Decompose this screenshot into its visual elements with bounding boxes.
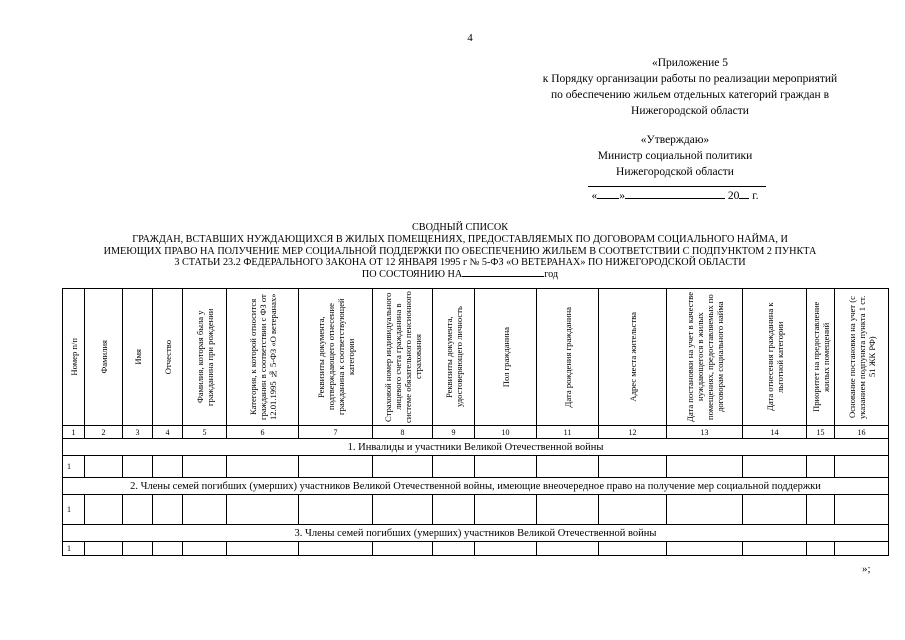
year-blank <box>739 198 749 199</box>
column-number: 3 <box>123 426 153 439</box>
closing-quote: »; <box>862 563 871 575</box>
column-header: Приоритет на предоставление жилых помещений <box>807 289 835 426</box>
title-line: ГРАЖДАН, ВСТАВШИХ НУЖДАЮЩИХСЯ В ЖИЛЫХ ПОМЕЩЕНИЯХ, ПРЕДОСТАВЛЯЕМЫХ ПО ДОГОВОРАМ СОЦИАЛЬНОГО НАЙМА, И <box>132 233 788 245</box>
table-row <box>63 542 889 556</box>
table-row <box>63 456 889 478</box>
column-header: Дата постановки на учет в качестве нуждающегося в жилых помещениях, предоставляемых по договорам социального найма <box>667 289 743 426</box>
column-number: 13 <box>667 426 743 439</box>
appendix-line: «Приложение 5 <box>651 57 729 69</box>
section-row <box>63 478 889 495</box>
month-blank <box>625 198 725 199</box>
column-header: Реквизиты документа, удостоверяющего личность <box>433 289 475 426</box>
column-number: 8 <box>373 426 433 439</box>
approval-line: Нижегородской области <box>616 166 734 178</box>
header-row <box>63 289 889 426</box>
column-header: Реквизиты документа, подтверждающего отнесение гражданина к соответствующей категории <box>299 289 373 426</box>
column-number: 4 <box>153 426 183 439</box>
row-number: 1 <box>63 495 85 525</box>
column-header: Фамилия, которая была у гражданина при рождении <box>183 289 227 426</box>
column-number: 15 <box>807 426 835 439</box>
title-line <box>40 269 880 281</box>
section-row <box>63 525 889 542</box>
column-header: Основание постановки на учет (с указанием подпункта пункта 1 ст. 51 ЖК РФ) <box>835 289 889 426</box>
appendix-line: по обеспечению жильем отдельных категорий граждан в <box>550 89 829 101</box>
column-number: 16 <box>835 426 889 439</box>
column-header: Адрес места жительства <box>599 289 667 426</box>
column-number: 11 <box>537 426 599 439</box>
column-header: Номер п/п <box>63 289 85 426</box>
column-number: 1 <box>63 426 85 439</box>
day-blank <box>597 198 619 199</box>
row-number: 1 <box>63 542 85 556</box>
column-number: 12 <box>599 426 667 439</box>
date-quote-open: « <box>591 190 598 202</box>
signature-line <box>588 186 766 187</box>
page-number: 4 <box>467 32 473 44</box>
row-number: 1 <box>63 456 85 478</box>
column-number: 7 <box>299 426 373 439</box>
column-header: Страховой номер индивидуального лицевого счета гражданина в системе обязательного пенсионного страхования <box>373 289 433 426</box>
column-header: Фамилия <box>85 289 123 426</box>
section-title: 3. Члены семей погибших (умерших) участников Великой Отечественной войны <box>63 525 889 542</box>
approval-block <box>560 132 790 180</box>
section-title: 1. Инвалиды и участники Великой Отечественной войны <box>63 439 889 456</box>
date-year: 20 <box>724 190 740 202</box>
approval-date <box>560 190 790 202</box>
appendix-line: к Порядку организации работы по реализации мероприятий <box>542 73 838 85</box>
column-number: 2 <box>85 426 123 439</box>
column-header: Пол гражданина <box>475 289 537 426</box>
column-number: 10 <box>475 426 537 439</box>
register-table <box>62 288 889 556</box>
column-header: Имя <box>123 289 153 426</box>
column-header: Дата отнесения гражданина к льготной категории <box>743 289 807 426</box>
appendix-line: Нижегородской области <box>631 105 749 117</box>
document-title <box>40 222 880 281</box>
column-header: Дата рождения гражданина <box>537 289 599 426</box>
year-label: год <box>544 269 559 281</box>
as-of-label: ПО СОСТОЯНИЮ НА <box>361 269 463 281</box>
column-number-row <box>63 426 889 439</box>
section-title: 2. Члены семей погибших (умерших) участников Великой Отечественной войны, имеющие внеочередное право на получение мер социальной поддержки <box>63 478 889 495</box>
title-line: ИМЕЮЩИХ ПРАВО НА ПОЛУЧЕНИЕ МЕР СОЦИАЛЬНОЙ ПОДДЕРЖКИ ПО ОБЕСПЕЧЕНИЮ ЖИЛЬЕМ В СООТВЕТСТВИИ С ПОДПУНКТОМ 2 ПУНКТА <box>103 245 817 257</box>
title-line: СВОДНЫЙ СПИСОК <box>412 222 508 233</box>
column-number: 9 <box>433 426 475 439</box>
approval-line: «Утверждаю» <box>640 134 710 146</box>
appendix-header <box>480 55 900 119</box>
column-number: 6 <box>227 426 299 439</box>
section-row <box>63 439 889 456</box>
table-row <box>63 495 889 525</box>
as-of-blank <box>462 276 544 277</box>
title-line: 3 СТАТЬИ 23.2 ФЕДЕРАЛЬНОГО ЗАКОНА ОТ 12 ЯНВАРЯ 1995 г № 5-ФЗ «О ВЕТЕРАНАХ» ПО НИЖЕГОРОДСКОЙ ОБЛАСТИ <box>174 257 746 269</box>
date-year-suffix: г. <box>749 190 759 202</box>
column-number: 14 <box>743 426 807 439</box>
column-number: 5 <box>183 426 227 439</box>
date-quote-close: » <box>619 190 625 202</box>
column-header: Отчество <box>153 289 183 426</box>
approval-line: Министр социальной политики <box>597 150 753 162</box>
column-header: Категория, к которой относится гражданин в соответствии с ФЗ от 12.01.1995 № 5-ФЗ «О ветеранах» <box>227 289 299 426</box>
